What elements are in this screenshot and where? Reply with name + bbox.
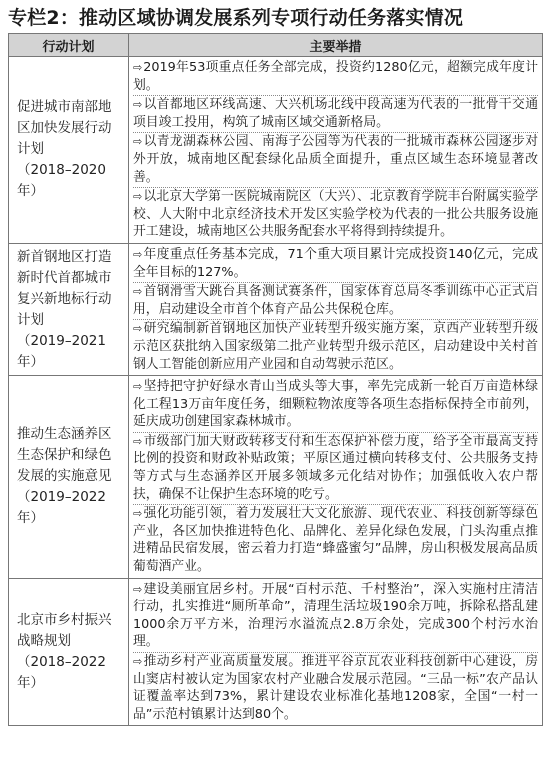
arrow-icon: ⇨ xyxy=(133,507,143,521)
arrow-icon: ⇨ xyxy=(133,98,143,112)
measure-text: 以北京大学第一医院城南院区（大兴）、北京教育学院丰台附属实验学校、人大附中北京经济技术开发区实验学校为代表的一批公共服务设施开工建设，城南地区公共服务配套水平将得到持续提升。 xyxy=(133,189,538,240)
measure-text: 市级部门加大财政转移支付和生态保护补偿力度，给予全市最高支持比例的投资和财政补贴政策；平原区通过横向转移支付、公共服务支持等方式与生态涵养区开展多领域多元化结对协作；加强低收入农户帮扶，确保不让保护生态环境的吃亏。 xyxy=(133,433,538,502)
plan-years: （2019–2022年） xyxy=(17,489,106,527)
table-row xyxy=(9,376,543,579)
page-title: 专栏2：推动区域协调发展系列专项行动任务落实情况 xyxy=(8,7,464,29)
measure-item xyxy=(133,378,538,433)
plan-cell xyxy=(9,57,129,244)
measure-text: 推动乡村产业高质量发展。推进平谷京瓦农业科技创新中心建设，房山窦店村被认定为国家农村产业融合发展示范园。“三品一标”农产品认证覆盖率达到73%，累计建设农业标准化基地1208家，全国“一村一品”示范村镇累计达到80个。 xyxy=(133,654,538,722)
table-row xyxy=(9,57,543,244)
measures-cell xyxy=(129,376,543,579)
measures-cell xyxy=(129,243,543,375)
arrow-icon: ⇨ xyxy=(133,135,143,149)
plan-cell xyxy=(9,376,129,579)
arrow-icon: ⇨ xyxy=(133,247,143,261)
table-header-row xyxy=(9,34,543,57)
table-row xyxy=(9,578,543,726)
arrow-icon: ⇨ xyxy=(133,285,143,299)
plan-years: （2019–2021年） xyxy=(17,332,106,370)
measure-text: 研究编制新首钢地区加快产业转型升级实施方案，京西产业转型升级示范区获批纳入国家级第二批产业转型升级示范区，启动建设中关村首钢人工智能创新应用产业园和自动驾驶示范区。 xyxy=(133,321,538,372)
arrow-icon: ⇨ xyxy=(133,380,143,394)
measure-item xyxy=(133,96,538,133)
measure-item xyxy=(133,188,538,242)
measure-item xyxy=(133,581,538,653)
arrow-icon: ⇨ xyxy=(133,190,143,204)
measure-item xyxy=(133,59,538,96)
arrow-icon: ⇨ xyxy=(133,655,143,668)
measure-item xyxy=(133,505,538,576)
plan-name: 推动生态涵养区生态保护和绿色发展的实施意见 xyxy=(17,426,112,485)
measure-item xyxy=(133,133,538,188)
arrow-icon: ⇨ xyxy=(133,434,143,448)
measure-item xyxy=(133,246,538,283)
measure-item xyxy=(133,653,538,724)
plan-cell xyxy=(9,243,129,375)
plan-years: （2018–2022年） xyxy=(17,654,106,691)
plan-name: 促进城市南部地区加快发展行动计划 xyxy=(17,99,112,158)
table-row xyxy=(9,243,543,375)
measure-text: 2019年53项重点任务全部完成，投资约1280亿元，超额完成年度计划。 xyxy=(133,60,538,93)
measure-text: 以首都地区环线高速、大兴机场北线中段高速为代表的一批骨干交通项目竣工投用，构筑了城南区域交通新格局。 xyxy=(133,97,538,130)
arrow-icon: ⇨ xyxy=(133,582,143,596)
measure-text: 建设美丽宜居乡村。开展“百村示范、千村整治”，深入实施村庄清洁行动，扎实推进“厕所革命”，清理生活垃圾190余万吨，拆除私搭乱建1000余万平方米，治理污水溢流点2.8万余处，完成300个村污水治理。 xyxy=(133,581,538,650)
measure-text: 以青龙湖森林公园、南海子公园等为代表的一批城市森林公园逐步对外开放，城南地区配套绿化品质全面提升，重点区域生态环境显著改善。 xyxy=(133,134,538,185)
measure-item xyxy=(133,320,538,374)
measure-text: 首钢滑雪大跳台具备测试赛条件，国家体育总局冬季训练中心正式启用，启动建设全市首个体育产品公共保税仓库。 xyxy=(133,284,538,317)
measure-text: 坚持把守护好绿水青山当成头等大事，率先完成新一轮百万亩造林绿化工程13万亩年度任务，细颗粒物浓度等各项生态指标保持全市前列，延庆成功创建国家森林城市。 xyxy=(133,379,538,430)
action-plan-table xyxy=(8,33,543,726)
measure-item xyxy=(133,283,538,320)
plan-name: 北京市乡村振兴战略规划 xyxy=(17,612,112,649)
arrow-icon: ⇨ xyxy=(133,322,143,336)
measure-item xyxy=(133,433,538,505)
measure-text: 年度重点任务基本完成，71个重大项目累计完成投资140亿元，完成全年目标的127%。 xyxy=(133,246,538,280)
measures-cell xyxy=(129,578,543,726)
plan-years: （2018–2020年） xyxy=(17,162,106,200)
header-main-measures: 主要举措 xyxy=(129,34,543,57)
arrow-icon: ⇨ xyxy=(133,61,143,74)
plan-cell xyxy=(9,578,129,726)
header-action-plan: 行动计划 xyxy=(9,34,129,57)
measure-text: 强化功能引领，着力发展壮大文化旅游、现代农业、科技创新等绿色产业，各区加快推进特色化、品牌化、差异化绿色发展，门头沟重点推进精品民宿发展，密云着力打造“蜂盛蜜匀”品牌，房山积极发展高品质葡萄酒产业。 xyxy=(133,506,538,575)
plan-name: 新首钢地区打造新时代首都城市复兴新地标行动计划 xyxy=(17,248,112,328)
measures-cell xyxy=(129,57,543,244)
